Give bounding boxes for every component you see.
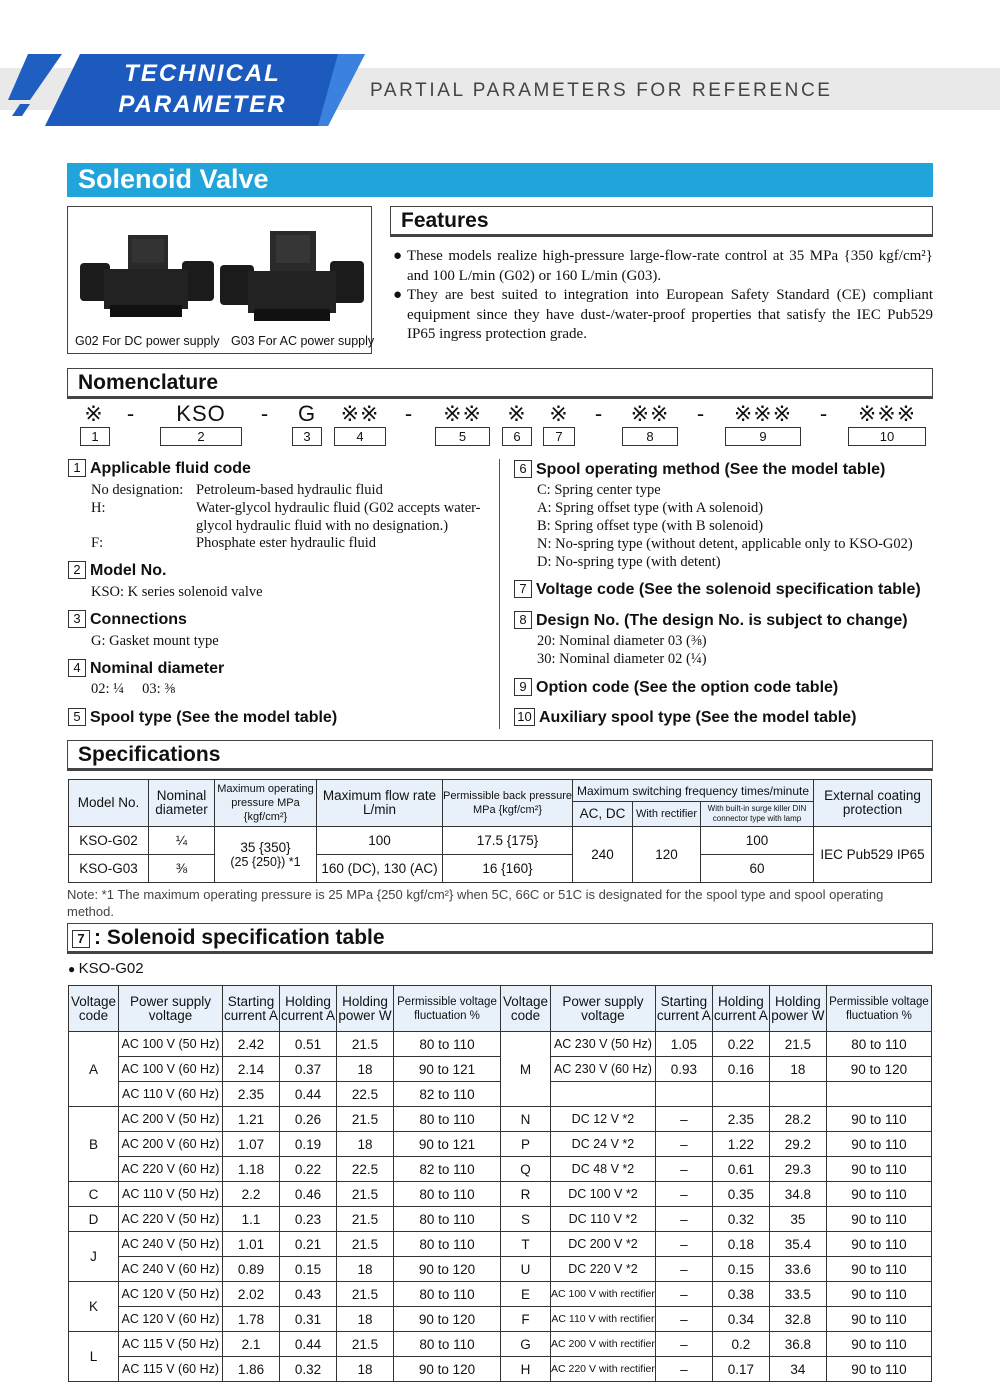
voltage-code-cell: B <box>69 1107 119 1182</box>
position-box: 6 <box>502 427 532 446</box>
start-cell: 1.78 <box>223 1307 280 1332</box>
power-cell: 21.5 <box>337 1282 394 1307</box>
item-model-no: 2 Model No. <box>68 561 166 580</box>
code-mark: G <box>297 401 317 426</box>
nomenclature-title: Nomenclature <box>67 368 933 399</box>
table-row <box>69 1257 932 1282</box>
code-dash: - <box>126 401 136 426</box>
fluid-row-value: Petroleum-based hydraulic fluid <box>196 482 383 498</box>
hold-cell: 2.35 <box>712 1107 769 1132</box>
voltage-code-cell: L <box>69 1332 119 1382</box>
fluct-cell: 90 to 120 <box>394 1357 501 1382</box>
spec-coating: IEC Pub529 IP65 <box>814 827 932 883</box>
start-cell: 1.01 <box>223 1232 280 1257</box>
position-box: 3 <box>292 427 322 446</box>
supply-cell: AC 100 V (60 Hz) <box>119 1057 223 1082</box>
supply-cell: DC 48 V *2 <box>551 1157 656 1182</box>
hold-cell: 0.21 <box>280 1232 337 1257</box>
item-connections: 3 Connections <box>68 610 187 629</box>
voltage-code-cell: N <box>501 1107 551 1132</box>
supply-cell: DC 24 V *2 <box>551 1132 656 1157</box>
th-supply: Power supply voltage <box>119 986 223 1032</box>
voltage-code-cell: H <box>501 1357 551 1382</box>
power-cell: 35.4 <box>769 1232 826 1257</box>
th-coating: External coating protection <box>814 780 932 827</box>
fluct-cell: 90 to 110 <box>826 1282 931 1307</box>
fluct-cell: 90 to 110 <box>826 1157 931 1182</box>
start-cell: 2.14 <box>223 1057 280 1082</box>
supply-cell: AC 100 V with rectifier <box>551 1282 656 1307</box>
hold-cell: 0.38 <box>712 1282 769 1307</box>
spec-nominal: ¼ <box>149 827 215 855</box>
hold-cell: 0.44 <box>280 1332 337 1357</box>
hold-cell: 0.32 <box>712 1207 769 1232</box>
product-image-box <box>67 206 375 354</box>
start-cell: – <box>655 1232 712 1257</box>
hold-cell: 0.43 <box>280 1282 337 1307</box>
supply-cell: DC 12 V *2 <box>551 1107 656 1132</box>
power-cell: 32.8 <box>769 1307 826 1332</box>
fluid-row-value: Phosphate ester hydraulic fluid <box>196 535 376 551</box>
voltage-code-cell: M <box>501 1032 551 1107</box>
power-cell: 21.5 <box>337 1232 394 1257</box>
power-cell: 33.6 <box>769 1257 826 1282</box>
code-mark: ※ <box>84 401 104 426</box>
start-cell: – <box>655 1257 712 1282</box>
th-frequency: Maximum switching frequency times/minute <box>573 780 814 802</box>
supply-cell: AC 230 V (60 Hz) <box>551 1057 656 1082</box>
fluct-cell: 90 to 110 <box>826 1232 931 1257</box>
item-option-code: 9 Option code (See the option code table) <box>514 678 838 697</box>
fluct-cell: 90 to 110 <box>826 1207 931 1232</box>
start-cell: – <box>655 1132 712 1157</box>
supply-cell: AC 220 V (60 Hz) <box>119 1157 223 1182</box>
hold-cell: 0.22 <box>712 1032 769 1057</box>
specifications-note: Note: *1 The maximum operating pressure is 25 MPa {250 kgf/cm²} when 5C, 66C or 51C is designated for the spool type and spool operating method. <box>67 887 884 919</box>
item-nominal-diameter: 4 Nominal diameter <box>68 659 224 678</box>
fluct-cell: 80 to 110 <box>394 1107 501 1132</box>
position-box: 8 <box>622 427 678 446</box>
power-cell <box>769 1082 826 1107</box>
start-cell: 2.02 <box>223 1282 280 1307</box>
fluct-cell: 90 to 120 <box>394 1257 501 1282</box>
spool-op-line: A: Spring offset type (with A solenoid) <box>537 500 764 516</box>
code-mark: ※※※ <box>733 401 793 426</box>
supply-cell: AC 240 V (60 Hz) <box>119 1257 223 1282</box>
power-cell: 21.5 <box>337 1207 394 1232</box>
spec-flow: 160 (DC), 130 (AC) <box>317 855 443 883</box>
start-cell: 1.86 <box>223 1357 280 1382</box>
hold-cell: 0.26 <box>280 1107 337 1132</box>
power-cell: 22.5 <box>337 1157 394 1182</box>
spool-op-line: N: No-spring type (without detent, applicable only to KSO-G02) <box>537 536 913 552</box>
nominal-diameter-text: 02: ¼ 03: ⅜ <box>91 681 176 697</box>
fluct-cell: 90 to 110 <box>826 1307 931 1332</box>
start-cell: – <box>655 1282 712 1307</box>
power-cell: 18 <box>337 1357 394 1382</box>
hold-cell: 0.34 <box>712 1307 769 1332</box>
start-cell: – <box>655 1307 712 1332</box>
caption-g02: G02 For DC power supply <box>75 334 220 348</box>
hold-cell: 0.2 <box>712 1332 769 1357</box>
solenoid-valve-g02-image <box>72 213 222 333</box>
supply-cell: AC 120 V (60 Hz) <box>119 1307 223 1332</box>
hold-cell: 0.46 <box>280 1182 337 1207</box>
power-cell: 33.5 <box>769 1282 826 1307</box>
features-title: Features <box>390 206 933 237</box>
fluct-cell: 90 to 121 <box>394 1132 501 1157</box>
start-cell: 1.1 <box>223 1207 280 1232</box>
hold-cell: 0.37 <box>280 1057 337 1082</box>
power-cell: 22.5 <box>337 1082 394 1107</box>
fluid-row-value: Water-glycol hydraulic fluid (G02 accepts water-glycol hydraulic fluid with no designation.) <box>196 500 481 534</box>
power-cell: 18 <box>337 1132 394 1157</box>
voltage-code-cell: T <box>501 1232 551 1257</box>
hold-cell: 0.18 <box>712 1232 769 1257</box>
bullet-icon: ● <box>393 287 403 303</box>
item-spool-type: 5 Spool type (See the model table) <box>68 708 337 727</box>
hold-cell: 0.23 <box>280 1207 337 1232</box>
caption-g03: G03 For AC power supply <box>231 334 375 348</box>
start-cell: 2.42 <box>223 1032 280 1057</box>
th-lamp: With built-in surge killer DIN connector type with lamp <box>701 802 814 827</box>
fluct-cell: 82 to 110 <box>394 1157 501 1182</box>
start-cell: 2.1 <box>223 1332 280 1357</box>
power-cell: 21.5 <box>337 1182 394 1207</box>
voltage-code-cell: E <box>501 1282 551 1307</box>
power-cell: 29.3 <box>769 1157 826 1182</box>
position-box: 10 <box>848 427 926 446</box>
spool-op-line: D: No-spring type (with detent) <box>537 554 721 570</box>
fluct-cell: 80 to 110 <box>826 1032 931 1057</box>
start-cell: 1.18 <box>223 1157 280 1182</box>
fluct-cell: 80 to 110 <box>394 1232 501 1257</box>
power-cell: 34.8 <box>769 1182 826 1207</box>
fluct-cell: 90 to 120 <box>826 1057 931 1082</box>
power-cell: 28.2 <box>769 1107 826 1132</box>
start-cell: – <box>655 1207 712 1232</box>
fluct-cell: 80 to 110 <box>394 1182 501 1207</box>
spec-nominal: ⅜ <box>149 855 215 883</box>
section-title: Solenoid Valve <box>78 164 269 194</box>
fluct-cell: 90 to 110 <box>826 1257 931 1282</box>
voltage-code-cell: K <box>69 1282 119 1332</box>
voltage-code-cell: U <box>501 1257 551 1282</box>
voltage-code-cell: A <box>69 1032 119 1107</box>
power-cell: 18 <box>337 1057 394 1082</box>
supply-cell: AC 110 V (50 Hz) <box>119 1182 223 1207</box>
item-design-no: 8 Design No. (The design No. is subject to change) <box>514 611 908 630</box>
start-cell: – <box>655 1107 712 1132</box>
spec-model: KSO-G03 <box>69 855 149 883</box>
spec-lamp: 60 <box>701 855 814 883</box>
th-start: Starting current A <box>223 986 280 1032</box>
hold-cell: 0.61 <box>712 1157 769 1182</box>
start-cell: – <box>655 1332 712 1357</box>
nomenclature-divider <box>499 459 500 729</box>
supply-cell: AC 115 V (50 Hz) <box>119 1332 223 1357</box>
spec-back: 17.5 {175} <box>443 827 573 855</box>
voltage-code-cell: P <box>501 1132 551 1157</box>
code-mark: ※※ <box>443 401 482 426</box>
power-cell: 21.5 <box>337 1032 394 1057</box>
fluct-cell: 90 to 121 <box>394 1057 501 1082</box>
spec-flow: 100 <box>317 827 443 855</box>
hold-cell: 0.31 <box>280 1307 337 1332</box>
position-box: 1 <box>80 427 110 446</box>
fluct-cell: 80 to 110 <box>394 1332 501 1357</box>
fluid-row-key: F: <box>91 535 104 551</box>
th-hold: Holding current A <box>280 986 337 1032</box>
hold-cell: 0.15 <box>712 1257 769 1282</box>
fluct-cell: 90 to 110 <box>826 1132 931 1157</box>
fluid-row-key: H: <box>91 500 106 516</box>
hold-cell: 0.15 <box>280 1257 337 1282</box>
table-row <box>69 1082 932 1107</box>
supply-cell: AC 220 V (50 Hz) <box>119 1207 223 1232</box>
th-fluct: Permissible voltage fluctuation % <box>826 986 931 1032</box>
table-row <box>69 1157 932 1182</box>
th-fluct: Permissible voltage fluctuation % <box>394 986 501 1032</box>
code-dash: - <box>819 401 829 426</box>
hold-cell: 0.19 <box>280 1132 337 1157</box>
table-row <box>69 1307 932 1332</box>
voltage-code-cell: F <box>501 1307 551 1332</box>
fluid-row-key: No designation: <box>91 482 184 498</box>
fluct-cell: 90 to 110 <box>826 1182 931 1207</box>
table-row <box>69 1107 932 1132</box>
feature-item: ● These models realize high-pressure large-flow-rate control at 35 MPa {350 kgf/cm²} and 100 L/min (G02) or 160 L/min (G03). <box>393 248 933 284</box>
voltage-code-cell: R <box>501 1182 551 1207</box>
power-cell: 18 <box>337 1307 394 1332</box>
hold-cell: 0.44 <box>280 1082 337 1107</box>
code-mark: ※※※ <box>857 401 917 426</box>
voltage-code-cell: J <box>69 1232 119 1282</box>
table-row <box>69 1132 932 1157</box>
fluct-cell: 80 to 110 <box>394 1207 501 1232</box>
start-cell: 1.05 <box>655 1032 712 1057</box>
supply-cell: AC 200 V with rectifier <box>551 1332 656 1357</box>
start-cell: 1.07 <box>223 1132 280 1157</box>
design-line: 20: Nominal diameter 03 (⅜) <box>537 633 707 649</box>
th-model: Model No. <box>69 780 149 827</box>
hold-cell: 0.17 <box>712 1357 769 1382</box>
table-row <box>69 1232 932 1257</box>
th-rectifier: With rectifier <box>633 802 701 827</box>
spec-acdc: 240 <box>573 827 633 883</box>
th-code: Voltage code <box>69 986 119 1032</box>
start-cell: 0.93 <box>655 1057 712 1082</box>
position-box: 4 <box>334 427 386 446</box>
supply-cell: AC 120 V (50 Hz) <box>119 1282 223 1307</box>
table-row <box>69 1207 932 1232</box>
code-mark: ※※ <box>630 401 670 426</box>
th-max-pressure: Maximum operating pressure MPa {kgf/cm²} <box>215 780 317 827</box>
th-power: Holding power W <box>769 986 826 1032</box>
th-power: Holding power W <box>337 986 394 1032</box>
item-spool-operating: 6 Spool operating method (See the model table) <box>514 460 885 479</box>
start-cell: – <box>655 1157 712 1182</box>
connections-text: G: Gasket mount type <box>91 633 219 649</box>
supply-cell: AC 115 V (60 Hz) <box>119 1357 223 1382</box>
th-hold: Holding current A <box>712 986 769 1032</box>
table-row <box>69 1357 932 1382</box>
fluct-cell: 90 to 110 <box>826 1357 931 1382</box>
code-dash: - <box>696 401 706 426</box>
spool-op-line: C: Spring center type <box>537 482 661 498</box>
fluct-cell: 82 to 110 <box>394 1082 501 1107</box>
voltage-code-cell: Q <box>501 1157 551 1182</box>
power-cell: 36.8 <box>769 1332 826 1357</box>
voltage-code-cell: G <box>501 1332 551 1357</box>
specifications-table <box>68 779 932 883</box>
item-voltage-code: 7 Voltage code (See the solenoid specification table) <box>514 580 921 599</box>
th-back-pressure: Permissible back pressure MPa {kgf/cm²} <box>443 780 573 827</box>
spec-pressure: 35 {350} (25 {250}) *1 <box>215 827 317 883</box>
table-row <box>69 1182 932 1207</box>
spool-op-line: B: Spring offset type (with B solenoid) <box>537 518 764 534</box>
table-row <box>69 1282 932 1307</box>
header-title: TECHNICAL PARAMETER <box>118 60 287 118</box>
fluct-cell: 80 to 110 <box>394 1282 501 1307</box>
th-start: Starting current A <box>655 986 712 1032</box>
spec-lamp: 100 <box>701 827 814 855</box>
specifications-title: Specifications <box>67 740 933 771</box>
supply-cell: AC 240 V (50 Hz) <box>119 1232 223 1257</box>
hold-cell: 0.22 <box>280 1157 337 1182</box>
supply-cell: AC 100 V (50 Hz) <box>119 1032 223 1057</box>
fluct-cell: 90 to 110 <box>826 1332 931 1357</box>
table-row <box>69 1032 932 1057</box>
supply-cell: AC 110 V with rectifier <box>551 1307 656 1332</box>
th-acdc: AC, DC <box>573 802 633 827</box>
solenoid-table-body <box>69 1032 932 1382</box>
solenoid-title: 7 : Solenoid specification table <box>67 923 933 954</box>
supply-cell: DC 220 V *2 <box>551 1257 656 1282</box>
voltage-code-cell: D <box>69 1207 119 1232</box>
start-cell: 1.21 <box>223 1107 280 1132</box>
start-cell: – <box>655 1357 712 1382</box>
voltage-code-cell: C <box>69 1182 119 1207</box>
code-mark: KSO <box>176 401 226 426</box>
supply-cell: DC 110 V *2 <box>551 1207 656 1232</box>
code-dash: - <box>260 401 270 426</box>
item-auxiliary-spool: 10 Auxiliary spool type (See the model table) <box>514 708 856 727</box>
th-nominal: Nominal diameter <box>149 780 215 827</box>
fluct-cell <box>826 1082 931 1107</box>
code-mark: ※※ <box>340 401 380 426</box>
supply-cell: AC 110 V (60 Hz) <box>119 1082 223 1107</box>
code-dash: - <box>404 401 414 426</box>
solenoid-model-label: ● KSO-G02 <box>68 960 144 977</box>
spec-model: KSO-G02 <box>69 827 149 855</box>
item-applicable-fluid: 1 Applicable fluid code <box>68 459 251 478</box>
power-cell: 21.5 <box>337 1107 394 1132</box>
table-row <box>69 1332 932 1357</box>
fluct-cell: 80 to 110 <box>394 1032 501 1057</box>
supply-cell: DC 100 V *2 <box>551 1182 656 1207</box>
code-mark: ※ <box>549 401 569 426</box>
th-flow: Maximum flow rate L/min <box>317 780 443 827</box>
th-supply: Power supply voltage <box>551 986 656 1032</box>
header-subtitle: PARTIAL PARAMETERS FOR REFERENCE <box>370 80 833 101</box>
supply-cell: AC 200 V (60 Hz) <box>119 1132 223 1157</box>
start-cell <box>655 1082 712 1107</box>
hold-cell: 0.51 <box>280 1032 337 1057</box>
power-cell: 21.5 <box>769 1032 826 1057</box>
start-cell: 2.35 <box>223 1082 280 1107</box>
fluct-cell: 90 to 110 <box>826 1107 931 1132</box>
supply-cell: DC 200 V *2 <box>551 1232 656 1257</box>
power-cell: 34 <box>769 1357 826 1382</box>
voltage-code-cell: S <box>501 1207 551 1232</box>
model-no-text: KSO: K series solenoid valve <box>91 584 263 600</box>
fluct-cell: 90 to 120 <box>394 1307 501 1332</box>
solenoid-valve-g03-image <box>218 211 368 331</box>
bullet-icon: ● <box>68 962 79 976</box>
position-box: 7 <box>543 427 575 446</box>
position-box: 5 <box>435 427 490 446</box>
code-dash: - <box>594 401 604 426</box>
bullet-icon: ● <box>393 248 403 264</box>
supply-cell <box>551 1082 656 1107</box>
start-cell: 2.2 <box>223 1182 280 1207</box>
power-cell: 21.5 <box>337 1332 394 1357</box>
design-line: 30: Nominal diameter 02 (¼) <box>537 651 707 667</box>
supply-cell: AC 220 V with rectifier <box>551 1357 656 1382</box>
position-box: 9 <box>725 427 801 446</box>
hold-cell: 0.32 <box>280 1357 337 1382</box>
start-cell: 0.89 <box>223 1257 280 1282</box>
start-cell: – <box>655 1182 712 1207</box>
th-code: Voltage code <box>501 986 551 1032</box>
feature-item: ● They are best suited to integration into European Safety Standard (CE) compliant equipment since they have dust-/water-proof properties that satisfy the IEC Pub529 IP65 ingress protection grade. <box>393 287 933 342</box>
power-cell: 29.2 <box>769 1132 826 1157</box>
supply-cell: AC 230 V (50 Hz) <box>551 1032 656 1057</box>
spec-rectifier: 120 <box>633 827 701 883</box>
hold-cell: 0.35 <box>712 1182 769 1207</box>
table-row <box>69 1057 932 1082</box>
power-cell: 18 <box>337 1257 394 1282</box>
spec-back: 16 {160} <box>443 855 573 883</box>
hold-cell: 1.22 <box>712 1132 769 1157</box>
solenoid-spec-table <box>68 985 932 1382</box>
position-box: 2 <box>160 427 242 446</box>
supply-cell: AC 200 V (50 Hz) <box>119 1107 223 1132</box>
power-cell: 35 <box>769 1207 826 1232</box>
code-mark: ※ <box>507 401 527 426</box>
hold-cell <box>712 1082 769 1107</box>
hold-cell: 0.16 <box>712 1057 769 1082</box>
power-cell: 18 <box>769 1057 826 1082</box>
